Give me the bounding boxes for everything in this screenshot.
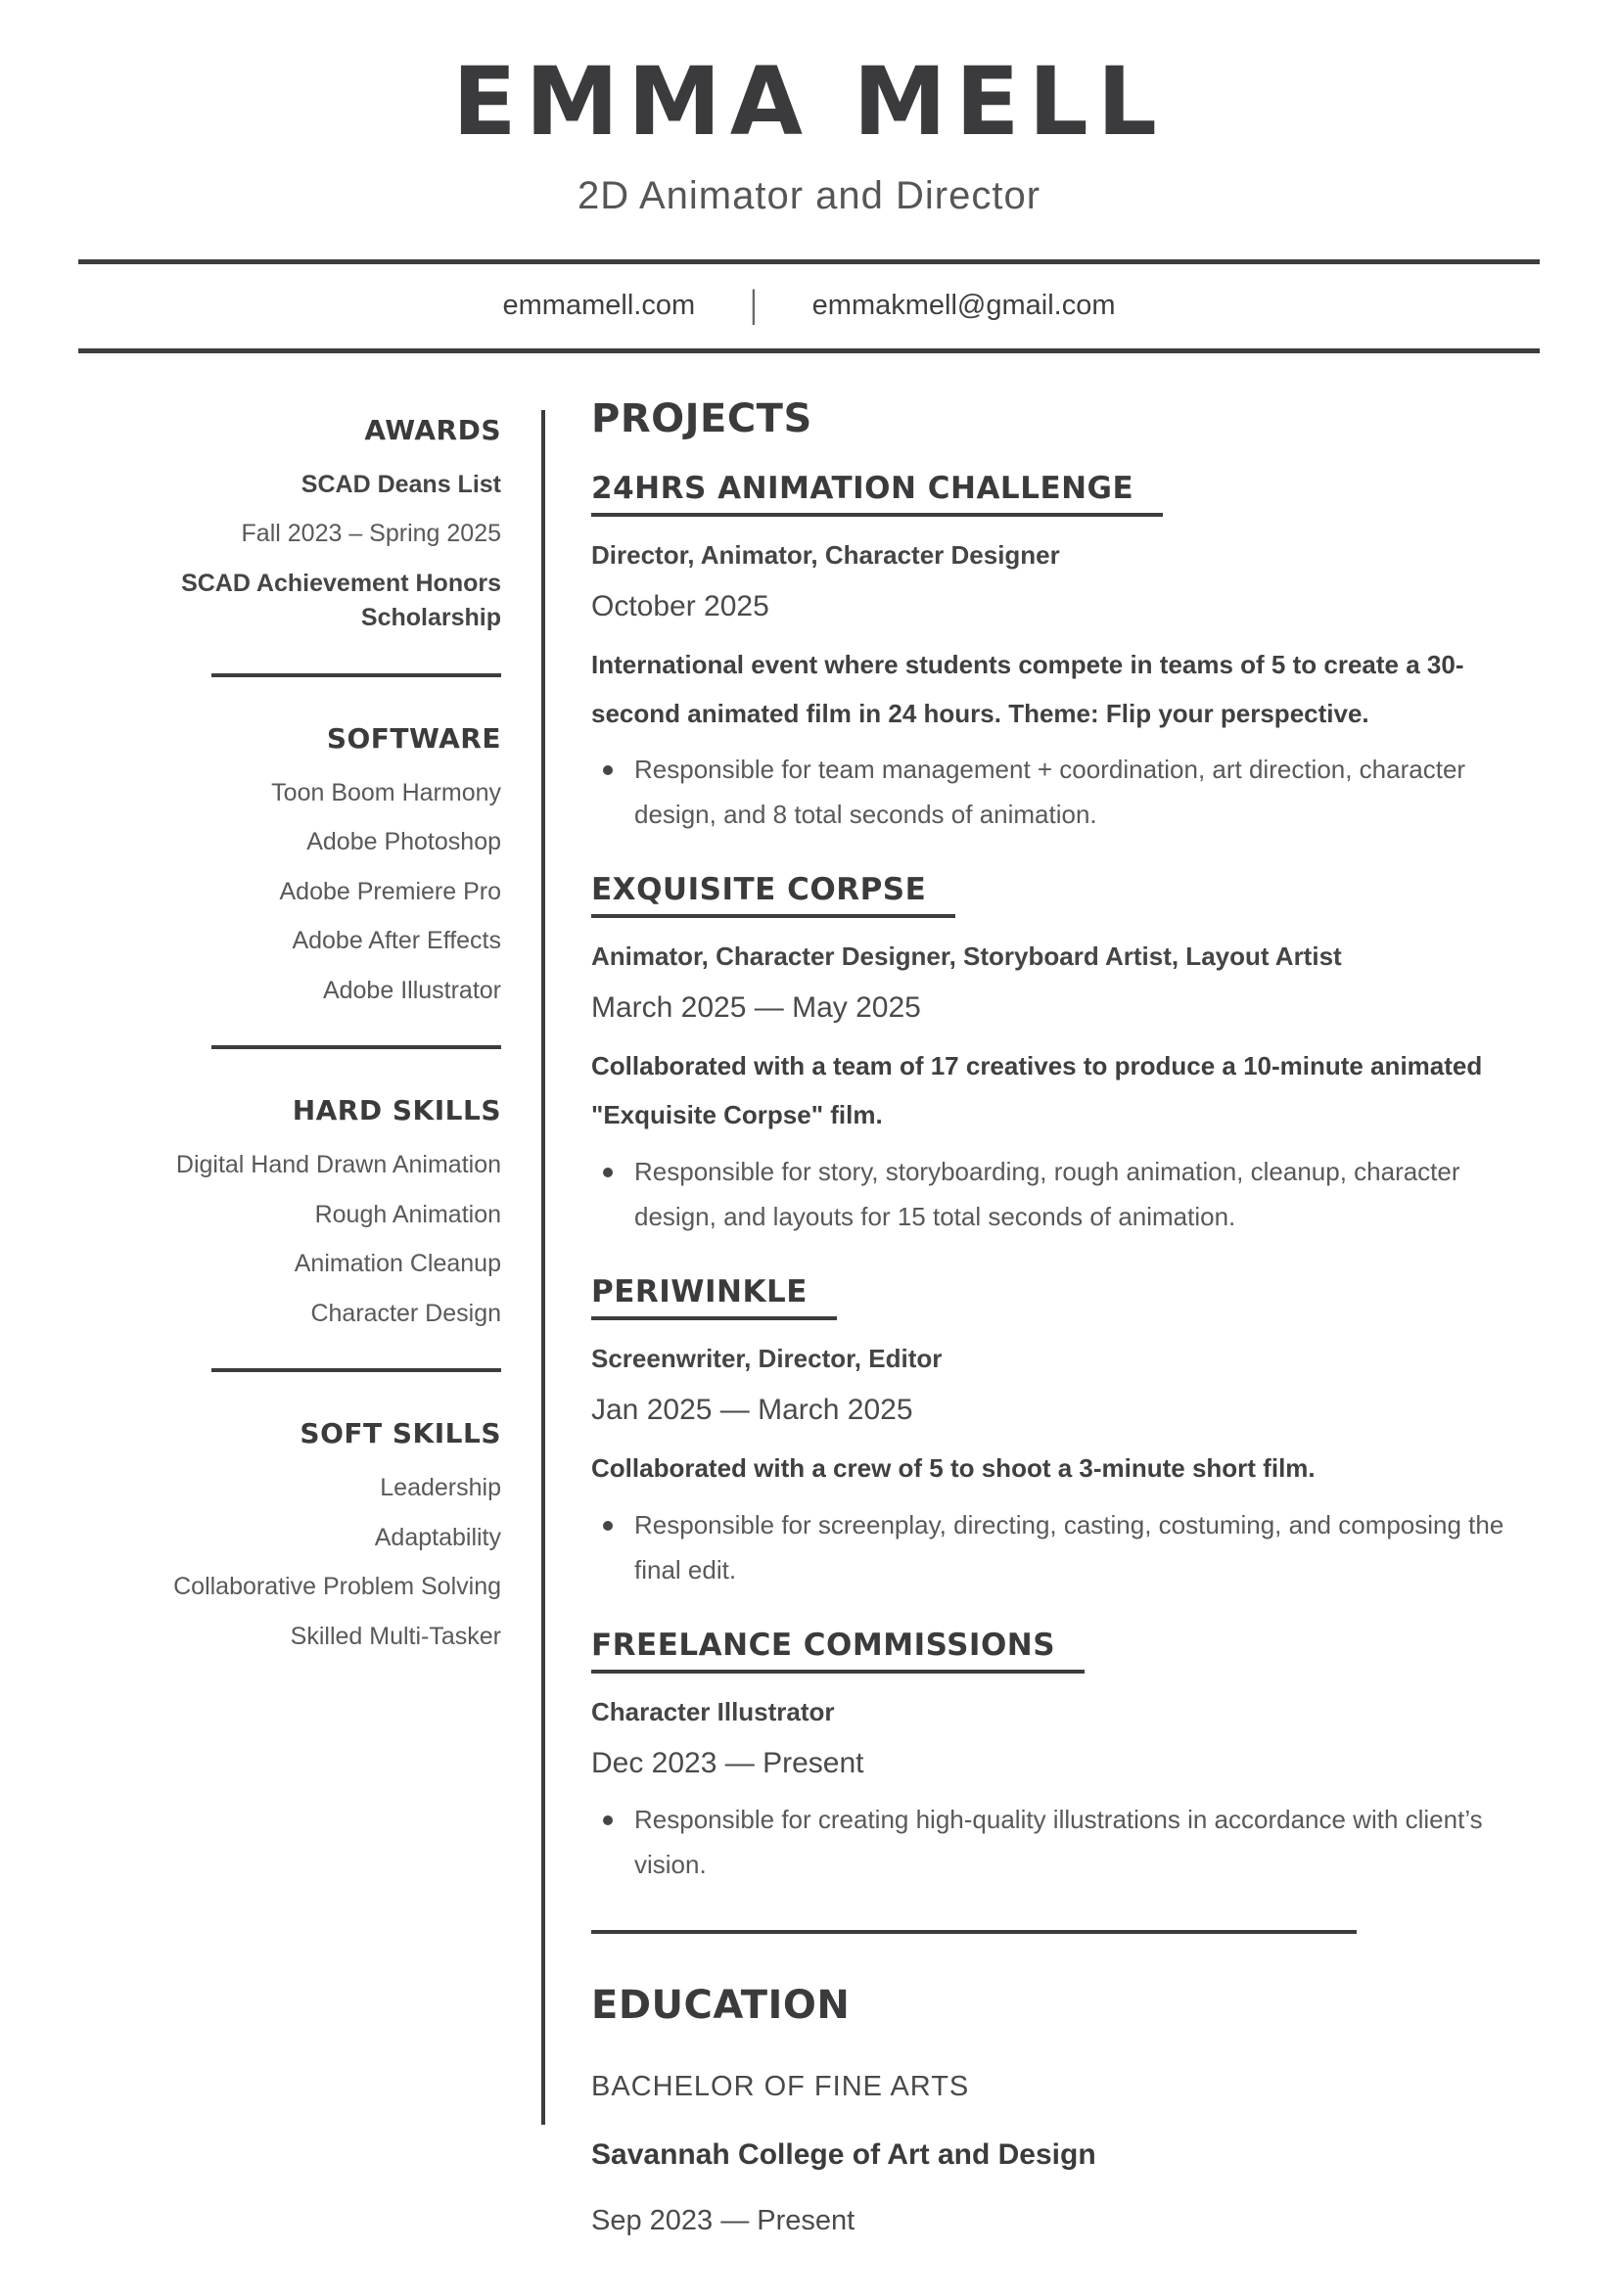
sidebar-item: Adobe Photoshop (306, 828, 501, 856)
education-heading: EDUCATION (591, 1983, 851, 2029)
project-bullet: Responsible for team management + coordination, art direction, character design, and 8 total seconds of animation. (591, 748, 1540, 837)
project-bullets (591, 1798, 1540, 1887)
sidebar-section (78, 1094, 501, 1331)
sidebar-item: Animation Cleanup (294, 1250, 501, 1278)
main-content (545, 353, 1540, 2238)
project-roles: Character Illustrator (591, 1697, 835, 1727)
sidebar-item: Adobe Premiere Pro (279, 877, 501, 905)
resume-header (0, 0, 1618, 218)
sidebar-item: Toon Boom Harmony (271, 778, 501, 806)
project-roles: Screenwriter, Director, Editor (591, 1344, 943, 1374)
project-roles: Director, Animator, Character Designer (591, 539, 1060, 570)
sidebar (78, 353, 501, 1670)
sidebar-item: Character Design (310, 1299, 501, 1327)
project (591, 872, 1540, 1239)
sidebar-section (78, 1417, 501, 1654)
project-bullet: Responsible for screenplay, directing, casting, costuming, and composing the final edit. (591, 1503, 1540, 1592)
sidebar-section-heading: SOFTWARE (326, 721, 501, 755)
sidebar-item: Digital Hand Drawn Animation (175, 1151, 501, 1179)
sidebar-item: Collaborative Problem Solving (173, 1573, 501, 1601)
sidebar-section-heading: HARD SKILLS (292, 1094, 501, 1127)
sidebar-divider (211, 1045, 501, 1049)
two-column-body (0, 353, 1618, 2296)
project-bullets (591, 1150, 1540, 1239)
sidebar-section (78, 722, 501, 1009)
project-bullet: Responsible for creating high-quality illustrations in accordance with client’s vision. (591, 1798, 1540, 1887)
project-dates: October 2025 (591, 589, 769, 622)
project-roles: Animator, Character Designer, Storyboard Artist, Layout Artist (591, 941, 1342, 972)
project-summary: International event where students compete in teams of 5 to create a 30-second animated film in 24 hours. Theme: Flip your perspective. (591, 649, 1464, 728)
education-divider (591, 1930, 1357, 1934)
sidebar-item: Fall 2023 – Spring 2025 (241, 520, 501, 548)
sidebar-divider (211, 1368, 501, 1372)
website-link: emmamell.com (502, 289, 696, 321)
education-school: Savannah College of Art and Design (591, 2138, 1096, 2172)
sidebar-section-heading: SOFT SKILLS (300, 1417, 501, 1450)
project (591, 471, 1540, 838)
project-summary: Collaborated with a crew of 5 to shoot a 3-minute short film. (591, 1453, 1316, 1484)
person-name: EMMA MELL (452, 47, 1166, 157)
sidebar-divider (211, 673, 501, 677)
sidebar-item: SCAD Deans List (300, 470, 501, 498)
project-title: PERIWINKLE (591, 1274, 837, 1320)
sidebar-item-list (78, 1471, 501, 1654)
project-bullets (591, 1503, 1540, 1592)
sidebar-item: Leadership (380, 1474, 501, 1502)
project (591, 1628, 1540, 1887)
project-dates: Dec 2023 — Present (591, 1747, 864, 1780)
project-title: 24HRS ANIMATION CHALLENGE (591, 471, 1163, 517)
project (591, 1274, 1540, 1592)
contact-separator: | (750, 283, 758, 327)
project-bullets (591, 748, 1540, 837)
sidebar-section (78, 414, 501, 636)
sidebar-item: Skilled Multi-Tasker (290, 1622, 501, 1650)
contact-bar (78, 259, 1540, 353)
sidebar-item-list (78, 1148, 501, 1331)
project-dates: March 2025 — May 2025 (591, 991, 921, 1025)
email-link: emmakmell@gmail.com (811, 289, 1116, 321)
education-degree: BACHELOR OF FINE ARTS (591, 2071, 970, 2103)
sidebar-item-list (78, 776, 501, 1009)
sidebar-item: SCAD Achievement Honors Scholarship (181, 569, 501, 632)
sidebar-item-list (78, 468, 501, 636)
sidebar-item: Adobe After Effects (292, 927, 501, 955)
project-bullet: Responsible for story, storyboarding, rough animation, cleanup, character design, and layouts for 15 total seconds of animation. (591, 1150, 1540, 1239)
project-dates: Jan 2025 — March 2025 (591, 1394, 913, 1427)
sidebar-section-heading: AWARDS (364, 413, 501, 446)
projects-list (591, 471, 1540, 1888)
sidebar-item: Adaptability (374, 1523, 501, 1551)
sidebar-item: Adobe Illustrator (322, 976, 501, 1004)
project-title: EXQUISITE CORPSE (591, 872, 955, 918)
person-job-title: 2D Animator and Director (577, 173, 1041, 217)
sidebar-item: Rough Animation (314, 1200, 501, 1228)
project-title: FREELANCE COMMISSIONS (591, 1628, 1085, 1674)
projects-heading: PROJECTS (591, 395, 812, 441)
project-summary: Collaborated with a team of 17 creatives to produce a 10-minute animated "Exquisite Corpse" film. (591, 1051, 1483, 1130)
education-dates: Sep 2023 — Present (591, 2205, 855, 2237)
